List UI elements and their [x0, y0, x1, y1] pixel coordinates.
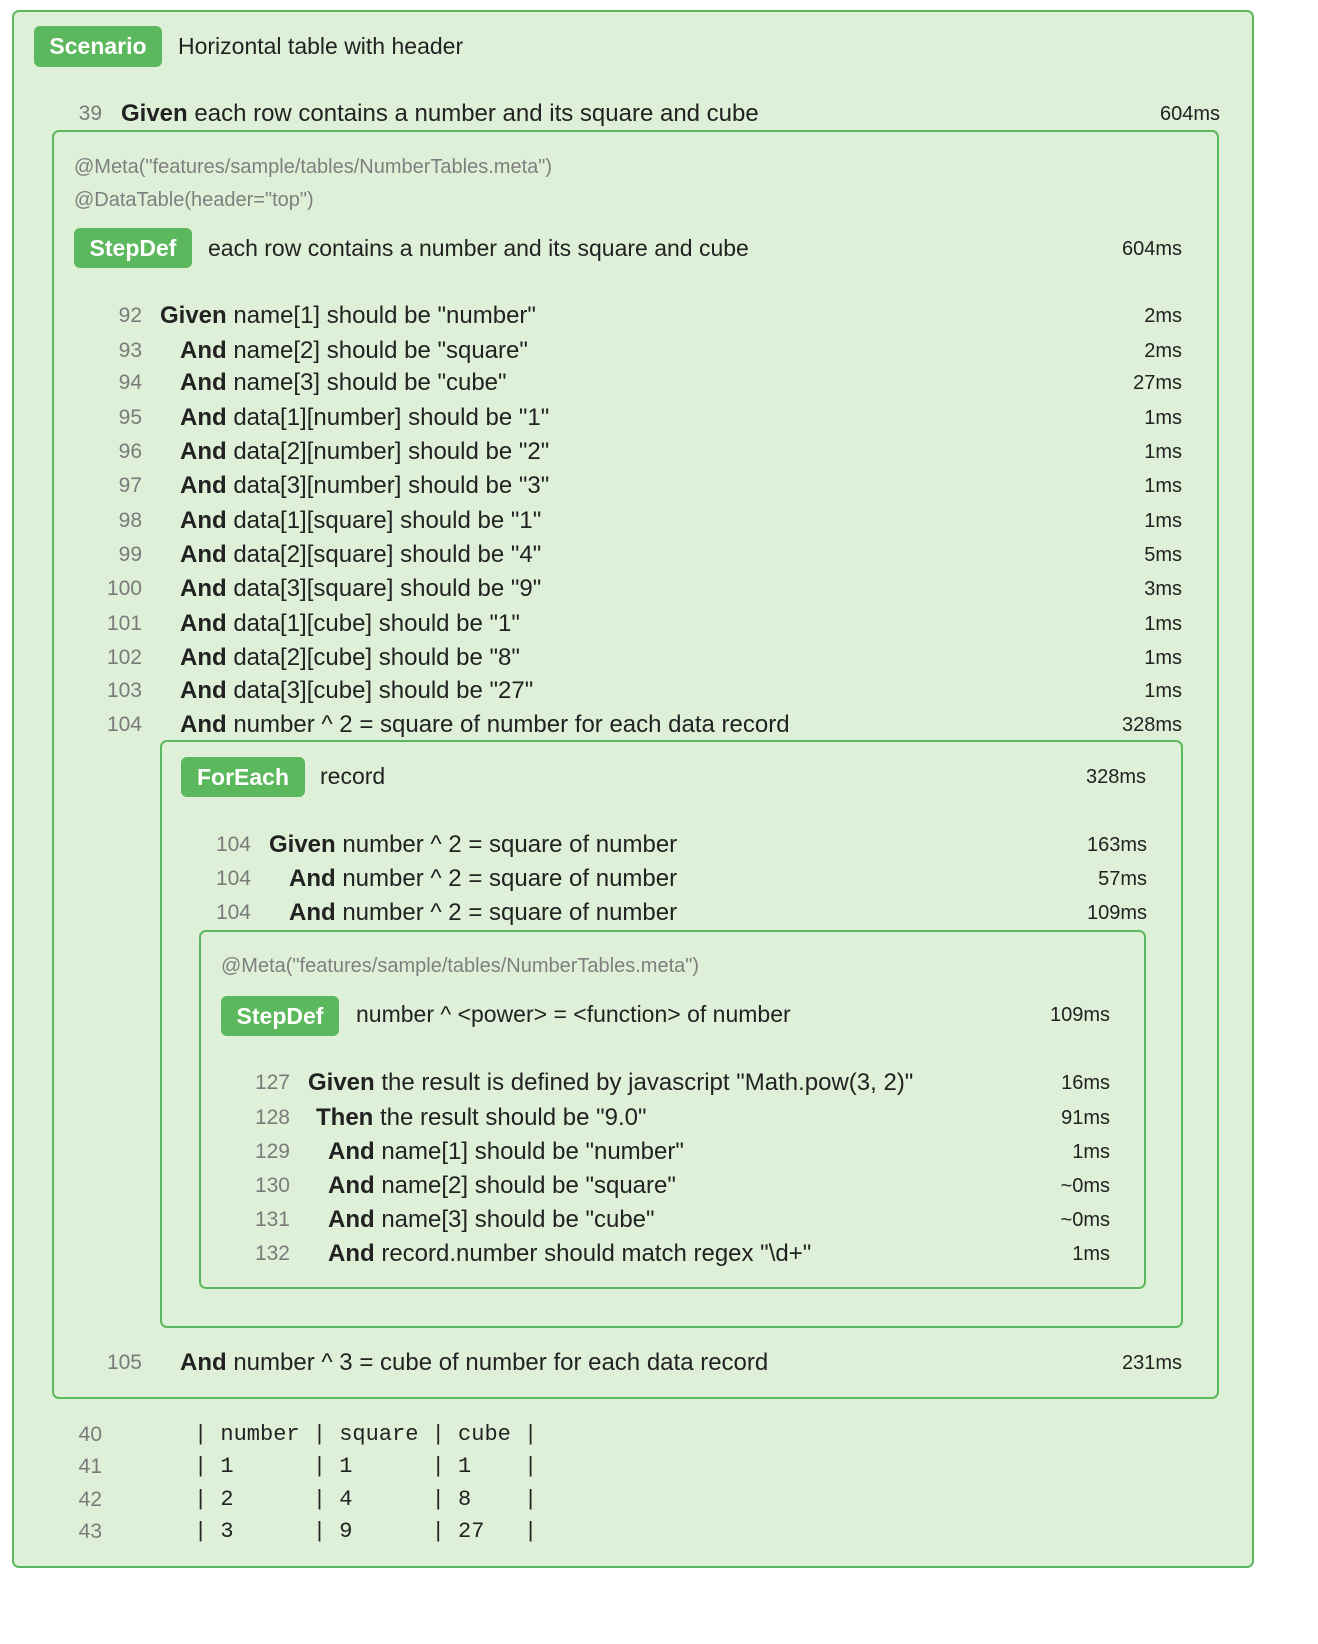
- step-duration: 2ms: [1144, 340, 1182, 362]
- line-number: 131: [254, 1208, 290, 1231]
- step-body: the result is defined by javascript "Math.pow(3, 2)": [381, 1069, 914, 1096]
- step-duration: ~0ms: [1060, 1209, 1110, 1231]
- step-keyword: And: [289, 899, 336, 926]
- step-duration: 231ms: [1121, 1352, 1182, 1374]
- line-number: 94: [118, 371, 142, 394]
- step-duration: 1ms: [1144, 647, 1182, 669]
- step-row[interactable]: [98, 674, 1182, 708]
- line-number: 101: [106, 612, 142, 635]
- line-number: 104: [106, 713, 142, 736]
- line-number: 41: [78, 1455, 102, 1478]
- line-number: 128: [254, 1106, 290, 1129]
- step-text: [269, 828, 677, 862]
- table-cells: | 1 | 1 | 1 |: [194, 1454, 538, 1479]
- step-body: name[1] should be "number": [381, 1138, 684, 1165]
- step-duration: 5ms: [1144, 544, 1182, 566]
- step-body: name[1] should be "number": [233, 302, 536, 329]
- step-duration: 163ms: [1086, 834, 1147, 856]
- step-text: [328, 1203, 655, 1237]
- line-number: 92: [118, 304, 142, 327]
- step-keyword: And: [180, 677, 227, 704]
- step-keyword: And: [180, 369, 227, 396]
- step-body: name[2] should be "square": [381, 1172, 676, 1199]
- step-duration: 16ms: [1061, 1072, 1110, 1094]
- step-duration: 2ms: [1144, 305, 1182, 327]
- step-body: data[2][number] should be "2": [233, 438, 550, 465]
- step-keyword: And: [180, 644, 227, 671]
- step-row[interactable]: [98, 641, 1182, 675]
- line-number: 104: [215, 867, 251, 890]
- step-keyword: Given: [308, 1069, 375, 1096]
- step-row[interactable]: [246, 1066, 1110, 1100]
- stepdef-inner-title: number ^ <power> = <function> of number: [356, 1001, 791, 1027]
- step-duration: 1ms: [1072, 1141, 1110, 1163]
- step-text: [180, 504, 541, 538]
- table-cells: | 3 | 9 | 27 |: [194, 1519, 538, 1544]
- step-body: data[3][square] should be "9": [233, 575, 542, 602]
- step-body: name[3] should be "cube": [381, 1206, 655, 1233]
- line-number: 98: [118, 509, 142, 532]
- step-keyword: And: [328, 1138, 375, 1165]
- step-body: record.number should match regex "\d+": [381, 1240, 812, 1267]
- line-number: 43: [78, 1520, 102, 1543]
- step-text: [160, 299, 536, 333]
- step-text: [180, 1346, 768, 1380]
- meta-annotation-inner: @Meta("features/sample/tables/NumberTables.meta"): [221, 955, 700, 977]
- step-row[interactable]: [98, 607, 1182, 641]
- step-keyword: And: [289, 865, 336, 892]
- scenario-badge: Scenario: [34, 26, 162, 67]
- step-keyword: And: [180, 541, 227, 568]
- step-text: [316, 1101, 647, 1135]
- step-duration: ~0ms: [1060, 1175, 1110, 1197]
- step-keyword: And: [180, 404, 227, 431]
- line-number: 132: [254, 1242, 290, 1265]
- step-duration: 1ms: [1144, 407, 1182, 429]
- step-row[interactable]: [246, 1169, 1110, 1203]
- step-row[interactable]: [98, 538, 1182, 572]
- step-duration: 1ms: [1144, 441, 1182, 463]
- step-duration: 1ms: [1072, 1243, 1110, 1265]
- line-number: 96: [118, 440, 142, 463]
- step-keyword: And: [180, 472, 227, 499]
- line-number: 130: [254, 1174, 290, 1197]
- line-number: 104: [215, 833, 251, 856]
- line-number: 39: [78, 102, 102, 125]
- foreach-badge: ForEach: [181, 757, 305, 797]
- line-number: 105: [106, 1351, 142, 1374]
- step-body: number ^ 2 = square of number for each data record: [233, 711, 790, 738]
- step-row[interactable]: [98, 401, 1182, 435]
- step-text: [180, 607, 520, 641]
- step-keyword: And: [180, 438, 227, 465]
- line-number: 104: [215, 901, 251, 924]
- line-number: 93: [118, 339, 142, 362]
- step-body: number ^ 2 = square of number: [342, 899, 678, 926]
- step-keyword: Given: [121, 100, 188, 127]
- step-row[interactable]: [206, 896, 1147, 930]
- table-row: [60, 1515, 660, 1549]
- step-row[interactable]: [98, 435, 1182, 469]
- step-text: [180, 435, 549, 469]
- line-number: 127: [254, 1071, 290, 1094]
- step-row[interactable]: [206, 862, 1147, 896]
- step-body: each row contains a number and its square and cube: [194, 100, 759, 127]
- line-number: 100: [106, 577, 142, 600]
- step-duration: 1ms: [1144, 510, 1182, 532]
- step-keyword: And: [328, 1240, 375, 1267]
- step-body: the result should be "9.0": [380, 1104, 647, 1131]
- step-text: [180, 708, 790, 742]
- step-body: data[1][cube] should be "1": [233, 610, 520, 637]
- line-number: 95: [118, 406, 142, 429]
- line-number: 103: [106, 679, 142, 702]
- line-number: 129: [254, 1140, 290, 1163]
- line-number: 40: [78, 1423, 102, 1446]
- line-number: 99: [118, 543, 142, 566]
- step-text: [289, 896, 677, 930]
- scenario-step[interactable]: [60, 97, 1220, 131]
- step-duration: 1ms: [1144, 680, 1182, 702]
- step-keyword: Then: [316, 1104, 374, 1131]
- step-keyword: Given: [160, 302, 227, 329]
- step-row[interactable]: [98, 366, 1182, 400]
- step-row[interactable]: [98, 572, 1182, 606]
- datatable-annotation: @DataTable(header="top"): [74, 189, 314, 211]
- scenario-title: Horizontal table with header: [178, 33, 464, 59]
- table-cells: | number | square | cube |: [194, 1422, 538, 1447]
- step-text: [180, 641, 520, 675]
- step-row[interactable]: [206, 828, 1147, 862]
- step-text: [121, 97, 759, 131]
- step-body: number ^ 3 = cube of number for each data record: [233, 1349, 769, 1376]
- step-keyword: And: [180, 610, 227, 637]
- step-duration: 109ms: [1086, 902, 1147, 924]
- step-body: data[3][number] should be "3": [233, 472, 550, 499]
- line-number: 97: [118, 474, 142, 497]
- foreach-title: record: [320, 763, 386, 789]
- step-body: data[2][cube] should be "8": [233, 644, 520, 671]
- step-row[interactable]: [246, 1237, 1110, 1271]
- line-number: 102: [106, 646, 142, 669]
- step-row-105[interactable]: [98, 1346, 1182, 1380]
- step-keyword: And: [328, 1206, 375, 1233]
- step-keyword: And: [180, 711, 227, 738]
- stepdef-inner-badge: StepDef: [221, 996, 339, 1036]
- step-text: [180, 469, 549, 503]
- stepdef-inner-duration: 109ms: [1049, 1004, 1110, 1026]
- step-row[interactable]: [98, 299, 1182, 333]
- step-row[interactable]: [98, 334, 1182, 368]
- step-keyword: Given: [269, 831, 336, 858]
- stepdef-title: each row contains a number and its square and cube: [208, 235, 749, 261]
- step-body: data[3][cube] should be "27": [233, 677, 534, 704]
- table-cells: | 2 | 4 | 8 |: [194, 1487, 538, 1512]
- step-row[interactable]: [98, 504, 1182, 538]
- step-text: [308, 1066, 913, 1100]
- step-text: [328, 1237, 811, 1271]
- step-text: [289, 862, 677, 896]
- step-row[interactable]: [98, 469, 1182, 503]
- table-row: [60, 1450, 660, 1484]
- step-duration: 328ms: [1121, 714, 1182, 736]
- step-duration: 3ms: [1144, 578, 1182, 600]
- step-body: data[1][number] should be "1": [233, 404, 550, 431]
- step-text: [328, 1135, 684, 1169]
- step-body: name[2] should be "square": [233, 337, 528, 364]
- step-duration: 27ms: [1133, 372, 1182, 394]
- table-row: [60, 1483, 660, 1517]
- step-keyword: And: [180, 1349, 227, 1376]
- step-row[interactable]: [246, 1135, 1110, 1169]
- step-text: [180, 401, 549, 435]
- step-row[interactable]: [246, 1101, 1110, 1135]
- step-text: [180, 334, 528, 368]
- step-body: number ^ 2 = square of number: [342, 831, 678, 858]
- step-text: [180, 366, 507, 400]
- step-body: data[1][square] should be "1": [233, 507, 542, 534]
- step-keyword: And: [180, 575, 227, 602]
- step-text: [180, 538, 541, 572]
- step-duration: 57ms: [1098, 868, 1147, 890]
- step-text: [180, 572, 541, 606]
- step-keyword: And: [180, 337, 227, 364]
- step-duration: 1ms: [1144, 475, 1182, 497]
- step-duration: 604ms: [1159, 103, 1220, 125]
- step-text: [328, 1169, 676, 1203]
- step-keyword: And: [180, 507, 227, 534]
- step-row[interactable]: [246, 1203, 1110, 1237]
- meta-annotation: @Meta("features/sample/tables/NumberTables.meta"): [74, 156, 553, 178]
- step-body: number ^ 2 = square of number: [342, 865, 678, 892]
- step-body: name[3] should be "cube": [233, 369, 507, 396]
- step-keyword: And: [328, 1172, 375, 1199]
- foreach-duration: 328ms: [1085, 766, 1146, 788]
- step-row[interactable]: [98, 708, 1182, 742]
- step-duration: 1ms: [1144, 613, 1182, 635]
- table-row: [60, 1418, 660, 1452]
- step-text: [180, 674, 533, 708]
- step-body: data[2][square] should be "4": [233, 541, 542, 568]
- line-number: 42: [78, 1488, 102, 1511]
- stepdef-duration: 604ms: [1121, 238, 1182, 260]
- step-duration: 91ms: [1061, 1107, 1110, 1129]
- stepdef-badge: StepDef: [74, 228, 192, 268]
